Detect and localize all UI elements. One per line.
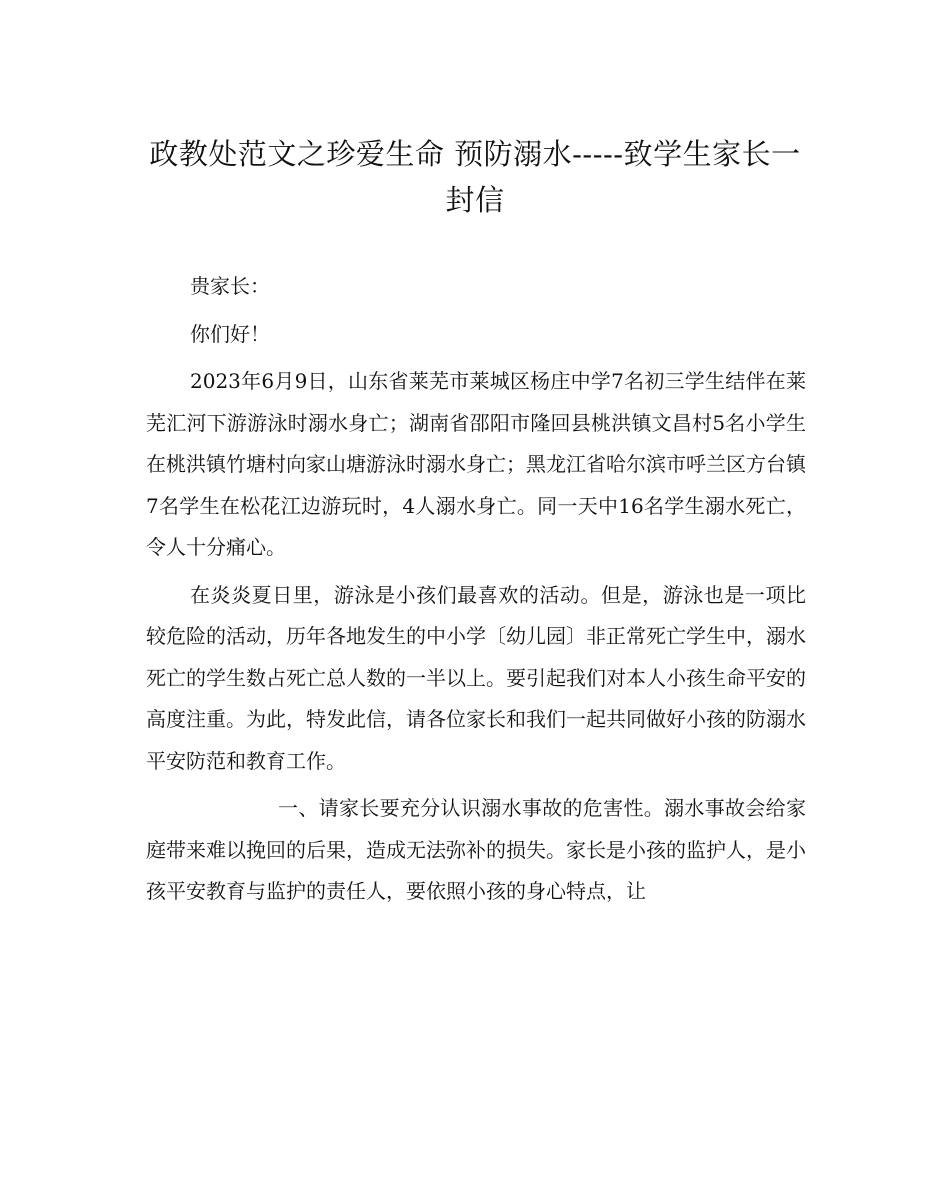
paragraph-summer-swimming: 在炎炎夏日里，游泳是小孩们最喜欢的活动。但是，游泳也是一项比较危险的活动，历年各地发生的中小学〔幼儿园〕非正常死亡学生中，溺水死亡的学生数占死亡总人数的一半以上。要引起我们对本人小孩生命平安的高度注重。为此，特发此信，请各位家长和我们一起共同做好小孩的防溺水平安防范和教育工作。 xyxy=(146,582,806,773)
paragraph-incident-report: 2023年6月9日，山东省莱芜市莱城区杨庄中学7名初三学生结伴在莱芜汇河下游游泳时溺水身亡；湖南省邵阳市隆回县桃洪镇文昌村5名小学生在桃洪镇竹塘村向家山塘游泳时溺水身亡；黑龙江省哈尔滨市呼兰区方台镇7名学生在松花江边游玩时，4人溺水身亡。同一天中16名学生溺水死亡，令人十分痛心。 xyxy=(146,369,806,559)
paragraph-point-one: 一、请家长要充分认识溺水事故的危害性。溺水事故会给家庭带来难以挽回的后果，造成无法弥补的损失。家长是小孩的监护人，是小孩平安教育与监护的责任人，要依照小孩的身心特点，让 xyxy=(146,796,806,903)
greeting: 你们好！ xyxy=(190,321,270,346)
salutation: 贵家长： xyxy=(190,274,270,298)
document-title: 政教处范文之珍爱生命 预防溺水-----致学生家长一封信 xyxy=(149,137,801,217)
letter-body xyxy=(146,266,806,919)
